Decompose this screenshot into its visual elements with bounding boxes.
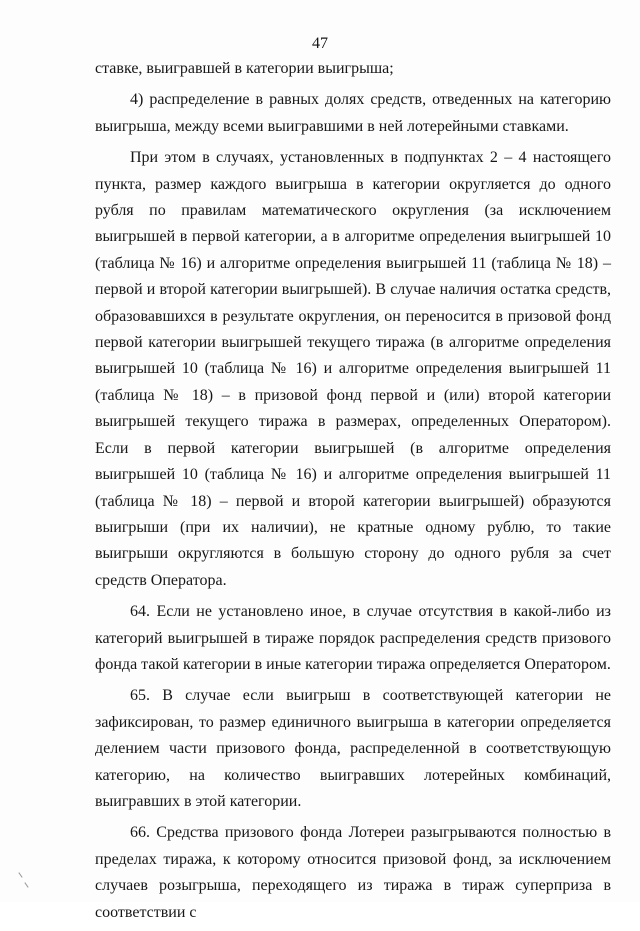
paragraph-64: 64. Если не установлено иное, в случае отсутствия в какой-либо из категорий выигрышей в тираже порядок распределения средств призового фонда такой категории в иные категории тиража определяется Оператором. (95, 603, 611, 673)
paragraph-continuation: ставке, выигравшей в категории выигрыша; (95, 60, 394, 77)
scan-speck (18, 872, 22, 877)
paragraph-item-4: 4) распределение в равных долях средств, отведенных на категорию выигрыша, между всеми выигравшими в ней лотерейными ставками. (95, 91, 611, 135)
paragraph-66: 66. Средства призового фонда Лотереи разыгрываются полностью в пределах тиража, к которому относится призовой фонд, за исключением случаев розыгрыша, переходящего из тиража в тираж суперприза в соответствии с (95, 824, 611, 921)
paragraph-rounding-rules: При этом в случаях, установленных в подпунктах 2 – 4 настоящего пункта, размер каждого выигрыша в категории округляется до одного рубля по правилам математического округления (за исключением выигрышей в первой категории, а в алгоритме определения выигрышей 10 (таблица № 16) и алгоритме определения выигрышей 11 (таблица № 18) – первой и второй категории выигрышей). В случае наличия остатка средств, образовавшихся в результате округления, он переносится в призовой фонд первой категории выигрышей текущего тиража (в алгоритме определения выигрышей 10 (таблица № 16) и алгоритме определения выигрышей 11 (таблица № 18) – в призовой фонд первой и (или) второй категории выигрышей текущего тиража в размерах, определенных Оператором). Если в первой категории выигрышей (в алгоритме определения выигрышей 10 (таблица № 16) и алгоритме определения выигрышей 11 (таблица № 18) – первой и второй категории выигрышей) образуются выигрыши (при их наличии), не кратные одному рублю, то такие выигрыши округляются в большую сторону до одного рубля за счет средств Оператора. (95, 149, 611, 589)
scan-speck (24, 882, 28, 887)
paragraph-65: 65. В случае если выигрыш в соответствующей категории не зафиксирован, то размер единичного выигрыша в категории определяется делением части призового фонда, распределенной в соответствующую категорию, на количество выигравших лотерейных комбинаций, выигравших в этой категории. (95, 687, 611, 810)
page-number: 47 (312, 35, 328, 52)
document-body (95, 56, 611, 931)
